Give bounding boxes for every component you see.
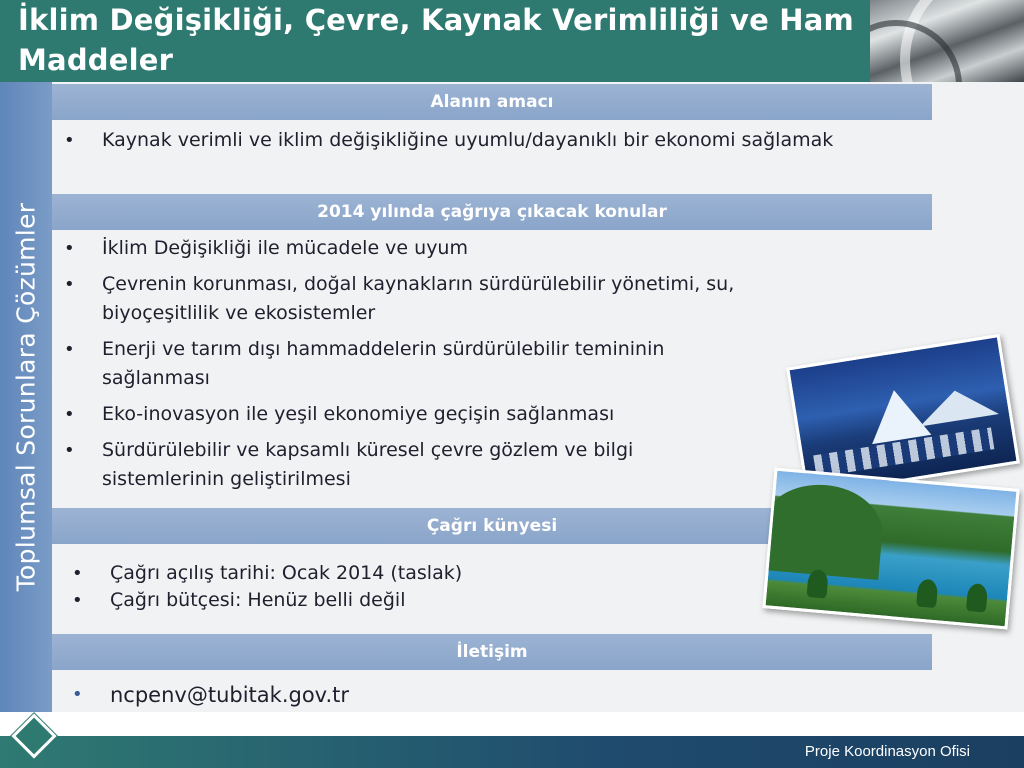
list-item (68, 680, 568, 710)
bullet-icon: • (64, 130, 75, 151)
bullet-icon: • (72, 684, 83, 705)
contact-list (68, 680, 568, 710)
side-label: Toplumsal Sorunlara Çözümler (11, 202, 41, 592)
list-item: • Çağrı açılış tarihi: Ocak 2014 (taslak) (68, 560, 668, 587)
tree-shape (966, 583, 988, 613)
iceberg-shape (915, 384, 999, 426)
footer-bar (0, 736, 1024, 768)
side-strip (0, 82, 52, 712)
list-item: • Eko-inovasyon ile yeşil ekonomiye geçişin sağlanması (60, 400, 760, 429)
list-item: • Kaynak verimli ve iklim değişikliğine uyumlu/dayanıklı bir ekonomi sağlamak (64, 129, 834, 151)
section-header-topics: 2014 yılında çağrıya çıkacak konular (52, 194, 932, 230)
slide-title: İklim Değişikliği, Çevre, Kaynak Verimliliği ve Ham Maddeler (18, 3, 854, 77)
list-item: • Enerji ve tarım dışı hammaddelerin sürdürülebilir temininin sağlanması (60, 335, 760, 393)
bullet-icon: • (72, 590, 83, 611)
purpose-list (60, 128, 860, 153)
topics-list (60, 234, 760, 501)
title-bar (0, 0, 870, 82)
call-info-list (68, 560, 668, 614)
hill-shape (762, 480, 886, 580)
section-header-contact: İletişim (52, 634, 932, 670)
list-item: • Çağrı bütçesi: Henüz belli değil (68, 587, 668, 614)
bullet-icon: • (64, 339, 75, 360)
section-header-purpose: Alanın amacı (52, 84, 932, 120)
bullet-icon: • (64, 238, 75, 259)
bullet-icon: • (64, 274, 75, 295)
contact-email[interactable]: ncpenv@tubitak.gov.tr (110, 683, 350, 707)
title-decorative-image (870, 0, 1024, 82)
list-item: • Çevrenin korunması, doğal kaynakların sürdürülebilir yönetimi, su, biyoçeşitlilik ve ekosistemler (60, 270, 760, 328)
bullet-icon: • (64, 404, 75, 425)
section-header-call-info: Çağrı künyesi (52, 508, 932, 544)
list-item: • Sürdürülebilir ve kapsamlı küresel çevre gözlem ve bilgi sistemlerinin geliştirilmesi (60, 436, 760, 494)
footer-text: Proje Koordinasyon Ofisi (804, 743, 970, 760)
footer-spacer (0, 712, 1024, 736)
bullet-icon: • (72, 563, 83, 584)
list-item: • İklim Değişikliği ile mücadele ve uyum (60, 234, 760, 263)
lake-photo (762, 468, 1019, 630)
bullet-icon: • (64, 440, 75, 461)
tree-shape (806, 569, 828, 599)
tree-shape (916, 579, 938, 609)
